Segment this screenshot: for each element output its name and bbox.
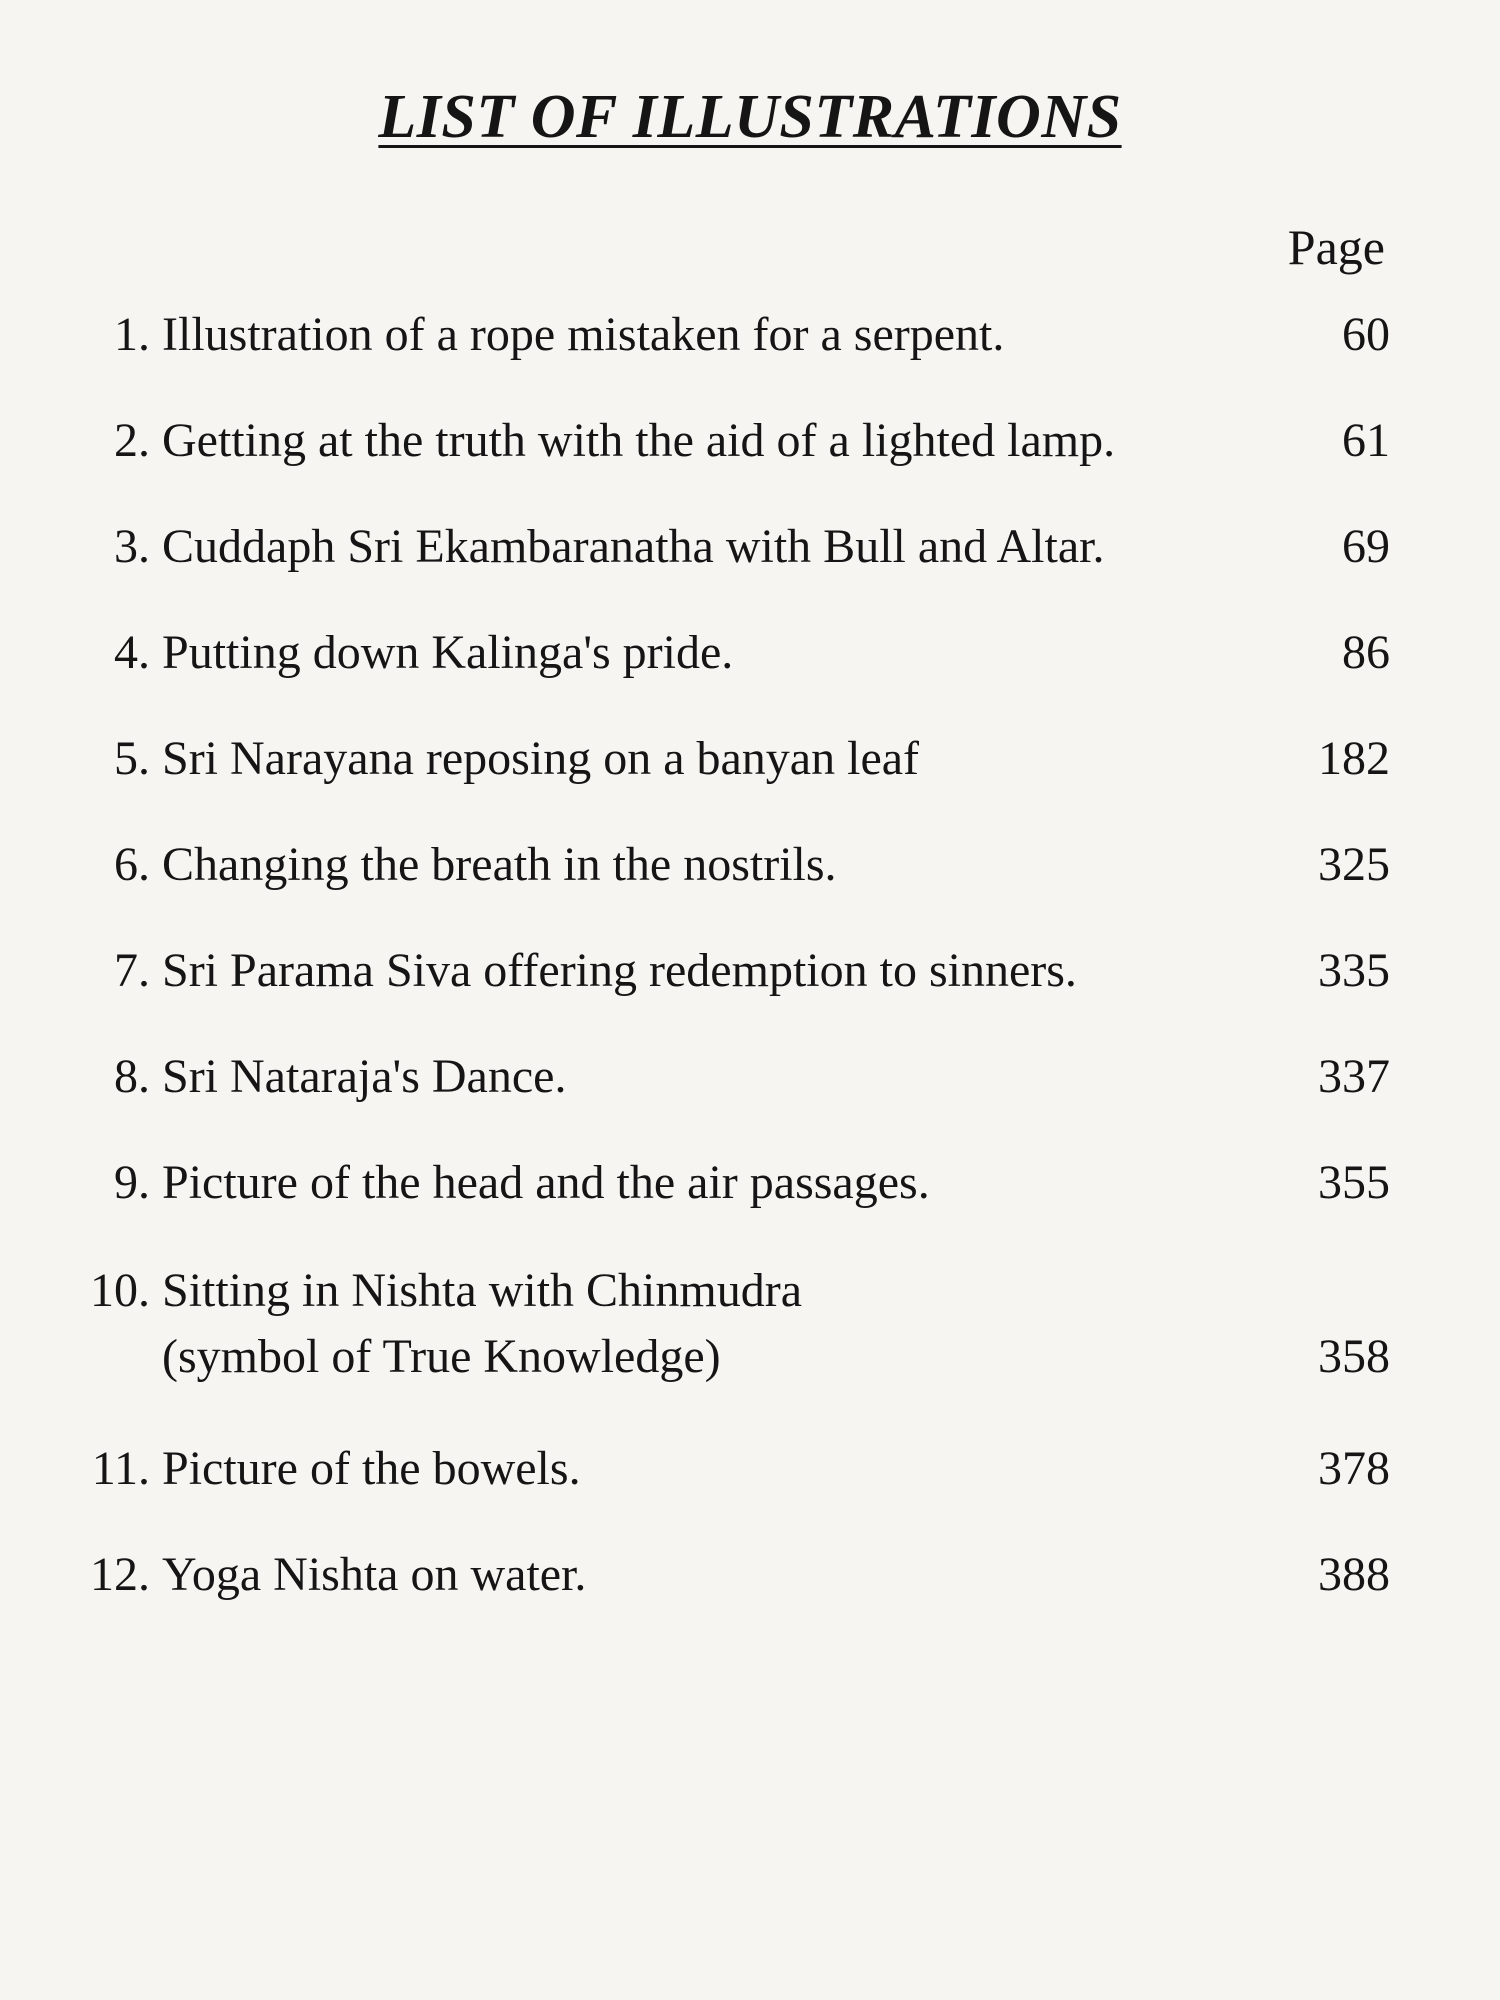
- item-number: 3.: [114, 520, 150, 573]
- item-caption-line-2: (symbol of True Knowledge): [162, 1330, 721, 1383]
- item-page: 337: [1318, 1050, 1390, 1103]
- item-page: 182: [1318, 732, 1390, 785]
- item-page: 60: [1342, 308, 1390, 361]
- item-caption: Putting down Kalinga's pride.: [162, 626, 734, 679]
- item-caption: Getting at the truth with the aid of a lighted lamp.: [162, 414, 1116, 467]
- item-number: 7.: [114, 944, 150, 997]
- item-caption: Picture of the head and the air passages.: [162, 1156, 930, 1209]
- item-number: 4.: [114, 626, 150, 679]
- item-page: 388: [1318, 1548, 1390, 1601]
- item-caption: Picture of the bowels.: [162, 1442, 581, 1495]
- item-caption: Yoga Nishta on water.: [162, 1548, 587, 1601]
- page-column-heading: Page: [1287, 219, 1385, 275]
- item-number: 9.: [114, 1156, 150, 1209]
- item-page: 355: [1318, 1156, 1390, 1209]
- item-page: 358: [1318, 1330, 1390, 1383]
- item-caption: [162, 1258, 1252, 1390]
- item-page: 378: [1318, 1442, 1390, 1495]
- item-page: 325: [1318, 838, 1390, 891]
- item-caption: Illustration of a rope mistaken for a serpent.: [162, 308, 1005, 361]
- item-number: 5.: [114, 732, 150, 785]
- item-caption: Changing the breath in the nostrils.: [162, 838, 837, 891]
- item-page: 86: [1342, 626, 1390, 679]
- item-caption-line-1: Sitting in Nishta with Chinmudra: [162, 1264, 803, 1317]
- item-page: 335: [1318, 944, 1390, 997]
- item-caption: Sri Parama Siva offering redemption to sinners.: [162, 944, 1077, 997]
- item-number: 1.: [114, 308, 150, 361]
- item-number: 10.: [90, 1264, 150, 1317]
- item-number: 6.: [114, 838, 150, 891]
- item-page: 69: [1342, 520, 1390, 573]
- item-page: 61: [1342, 414, 1390, 467]
- item-caption: Sri Nataraja's Dance.: [162, 1050, 567, 1103]
- item-caption: Sri Narayana reposing on a banyan leaf: [162, 732, 920, 785]
- item-caption: Cuddaph Sri Ekambaranatha with Bull and Altar.: [162, 520, 1105, 573]
- page-title: LIST OF ILLUSTRATIONS: [378, 83, 1122, 151]
- item-number: 12.: [90, 1548, 150, 1601]
- item-number: 11.: [91, 1442, 150, 1495]
- item-number: 8.: [114, 1050, 150, 1103]
- item-number: 2.: [114, 414, 150, 467]
